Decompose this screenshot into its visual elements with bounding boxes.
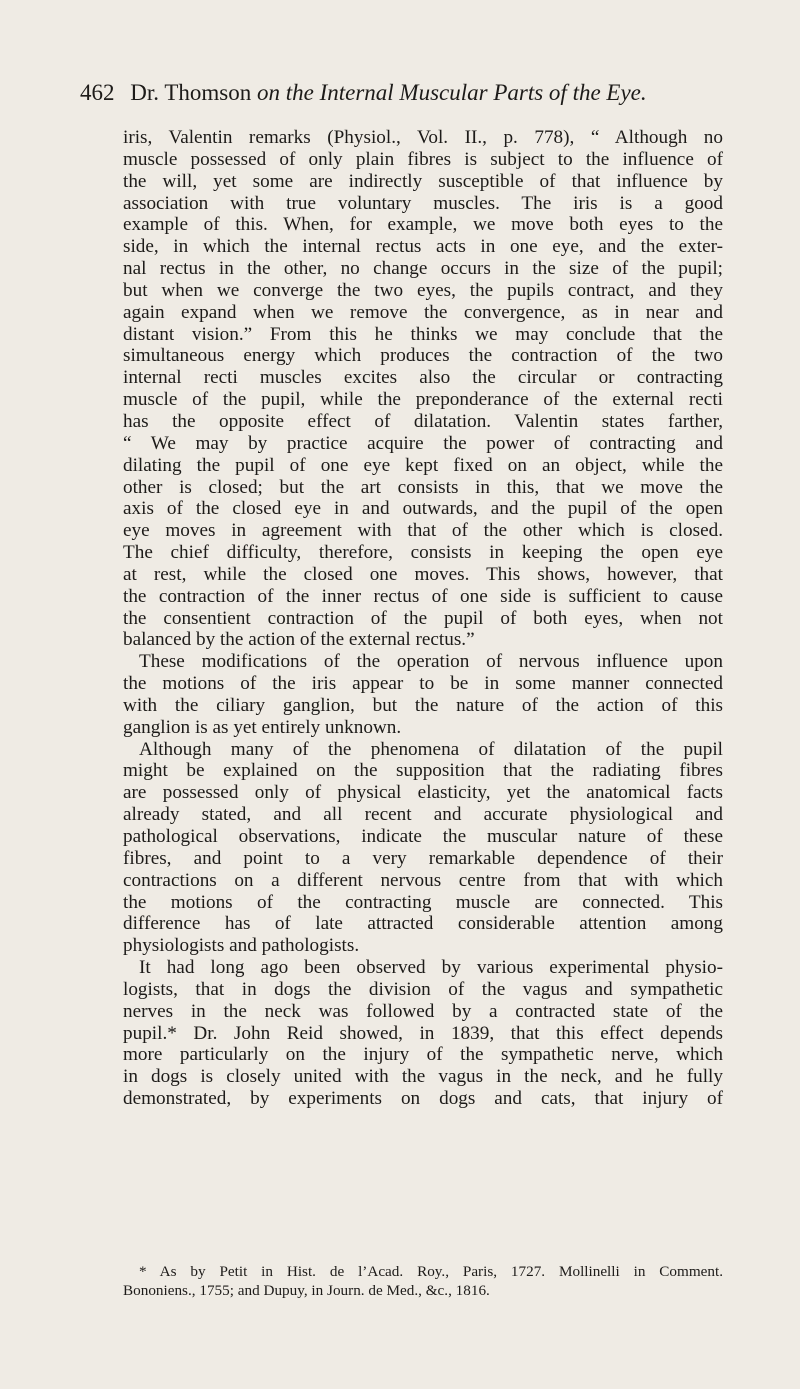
- page-number: 462: [80, 80, 115, 105]
- text-line: with the ciliary ganglion, but the nature of the action of this: [123, 694, 723, 716]
- text-line: pupil.* Dr. John Reid showed, in 1839, that this effect depends: [123, 1022, 723, 1044]
- text-line: It had long ago been observed by various experimental physio-: [139, 957, 723, 979]
- text-line: has the opposite effect of dilatation. Valentin states farther,: [123, 410, 723, 432]
- text-line: are possessed only of physical elasticity, yet the anatomical facts: [123, 782, 723, 804]
- text-line: the motions of the iris appear to be in some manner connected: [123, 673, 723, 695]
- text-line: dilating the pupil of one eye kept fixed on an object, while the: [123, 454, 723, 476]
- text-line: The chief difficulty, therefore, consists in keeping the open eye: [123, 542, 723, 564]
- text-line: might be explained on the supposition that the radiating fibres: [123, 760, 723, 782]
- text-line: but when we converge the two eyes, the pupils contract, and they: [123, 279, 723, 301]
- header-title: on the Internal Muscular Parts of the Eye.: [256, 80, 647, 105]
- text-line: the consentient contraction of the pupil of both eyes, when not: [123, 607, 723, 629]
- text-line: the will, yet some are indirectly susceptible of that influence by: [123, 170, 723, 192]
- text-line: distant vision.” From this he thinks we may conclude that the: [123, 323, 723, 345]
- text-line: nerves in the neck was followed by a contracted state of the: [123, 1000, 723, 1022]
- text-line: muscle possessed of only plain fibres is subject to the influence of: [123, 148, 723, 170]
- text-line: axis of the closed eye in and outwards, and the pupil of the open: [123, 498, 723, 520]
- text-line: more particularly on the injury of the sympathetic nerve, which: [123, 1044, 723, 1066]
- text-line: difference has of late attracted considerable attention among: [123, 913, 723, 935]
- text-line: other is closed; but the art consists in this, that we move the: [123, 476, 723, 498]
- text-line: nal rectus in the other, no change occurs in the size of the pupil;: [123, 258, 723, 280]
- text-line: demonstrated, by experiments on dogs and cats, that injury of: [123, 1088, 723, 1110]
- text-line: ganglion is as yet entirely unknown.: [123, 716, 402, 738]
- body-text: [123, 127, 723, 1110]
- text-line: contractions on a different nervous centre from that with which: [123, 869, 723, 891]
- text-line: iris, Valentin remarks (Physiol., Vol. II., p. 778), “ Although no: [123, 127, 723, 148]
- text-line: the contraction of the inner rectus of one side is sufficient to cause: [123, 585, 723, 607]
- text-line: internal recti muscles excites also the circular or contracting: [123, 367, 723, 389]
- text-line: These modifications of the operation of nervous influence upon: [139, 651, 723, 673]
- text-line: logists, that in dogs the division of the vagus and sympathetic: [123, 978, 723, 1000]
- text-line: in dogs is closely united with the vagus in the neck, and he fully: [123, 1066, 723, 1088]
- text-line: Although many of the phenomena of dilatation of the pupil: [139, 738, 723, 760]
- text-line: side, in which the internal rectus acts in one eye, and the exter-: [123, 236, 723, 258]
- text-line: the motions of the contracting muscle are connected. This: [123, 891, 723, 913]
- text-line: simultaneous energy which produces the contraction of the two: [123, 345, 723, 367]
- text-line: physiologists and pathologists.: [123, 935, 360, 957]
- text-line: eye moves in agreement with that of the other which is closed.: [123, 520, 723, 542]
- text-line: example of this. When, for example, we move both eyes to the: [123, 214, 723, 236]
- text-line: balanced by the action of the external rectus.”: [123, 629, 475, 651]
- text-line: muscle of the pupil, while the preponderance of the external recti: [123, 389, 723, 411]
- text-line: already stated, and all recent and accurate physiological and: [123, 804, 723, 826]
- text-line: again expand when we remove the convergence, as in near and: [123, 301, 723, 323]
- footnote-line: Bononiens., 1755; and Dupuy, in Journ. de Med., &c., 1816.: [123, 1282, 490, 1299]
- footnote: [123, 1262, 723, 1300]
- text-line: fibres, and point to a very remarkable dependence of their: [123, 847, 723, 869]
- text-line: “ We may by practice acquire the power of contracting and: [123, 432, 723, 454]
- text-line: at rest, while the closed one moves. This shows, however, that: [123, 563, 723, 585]
- text-line: association with true voluntary muscles. The iris is a good: [123, 192, 723, 214]
- header-author: Dr. Thomson: [130, 80, 252, 105]
- text-line: pathological observations, indicate the muscular nature of these: [123, 826, 723, 847]
- footnote-line: * As by Petit in Hist. de l’Acad. Roy., Paris, 1727. Mollinelli in Comment.: [139, 1263, 723, 1280]
- running-head: [80, 78, 720, 108]
